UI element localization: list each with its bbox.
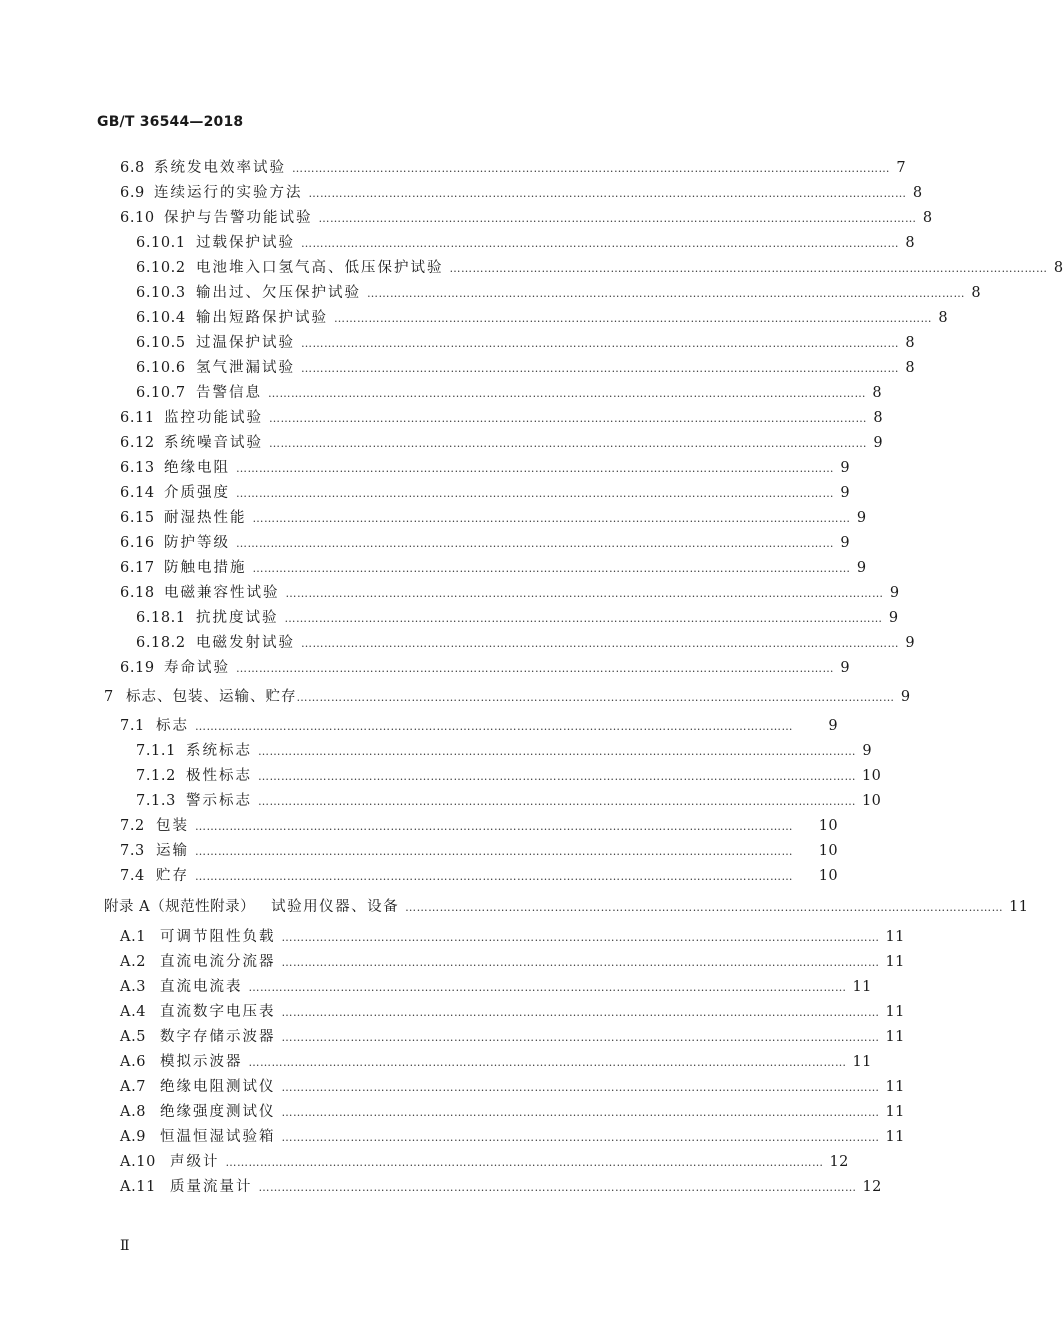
toc-entry-number: 6.10 <box>120 210 155 226</box>
toc-entry-title: 保护与告警功能试验 <box>164 210 313 226</box>
leader-dots: ………………………………………………………………………………………………………………………………………… <box>284 612 883 625</box>
toc-entry-page: 12 <box>862 1179 882 1195</box>
leader-dots: ………………………………………………………………………………………………………………………………………… <box>252 512 851 525</box>
toc-entry-number: 7.2 <box>120 818 145 834</box>
leader-dots: ………………………………………………………………………………………………………………………………………… <box>281 1006 880 1019</box>
toc-entry-page: 11 <box>852 979 872 995</box>
toc-entry-6-12[interactable] <box>120 434 883 452</box>
toc-entry-page: 11 <box>852 1054 872 1070</box>
toc-entry-page: 8 <box>938 310 948 326</box>
toc-entry-a-4[interactable] <box>120 1003 905 1021</box>
leader-dots: ………………………………………………………………………………………………………………………………………… <box>301 362 899 375</box>
toc-entry-page: 11 <box>885 1029 905 1045</box>
toc-entry-page: 9 <box>856 510 867 526</box>
toc-entry-page: 9 <box>905 635 915 651</box>
toc-entry-title: 输出过、欠压保护试验 <box>196 285 361 301</box>
toc-entry-title: 可调节阻性负载 <box>160 929 276 945</box>
toc-entry-number: 6.10.2 <box>136 260 186 276</box>
leader-dots: ………………………………………………………………………………………………………………………………………… <box>301 637 899 650</box>
toc-entry-title: 数字存储示波器 <box>160 1029 276 1045</box>
toc-entry-6-18-2[interactable] <box>136 634 915 652</box>
toc-entry-6-9[interactable] <box>120 184 923 202</box>
toc-entry-number: 6.10.5 <box>136 335 186 351</box>
toc-entry-page: 12 <box>829 1154 849 1170</box>
toc-entry-page: 8 <box>905 235 915 251</box>
toc-entry-number: 6.11 <box>120 410 155 426</box>
toc-entry-a-6[interactable] <box>120 1053 872 1071</box>
toc-entry-number: 6.17 <box>120 560 155 576</box>
leader-dots: ………………………………………………………………………………………………………………………………………… <box>269 437 867 450</box>
leader-dots: ………………………………………………………………………………………………………………………………………… <box>236 462 834 475</box>
toc-entry-6-18[interactable] <box>120 584 900 602</box>
toc-entry-number: 7.3 <box>120 843 145 859</box>
toc-entry-7-1[interactable] <box>120 717 838 735</box>
toc-entry-title: 系统标志 <box>186 743 252 759</box>
toc-entry-number: 6.10.1 <box>136 235 186 251</box>
page-folio: Ⅱ <box>120 1238 130 1254</box>
toc-entry-6-10-3[interactable] <box>136 284 981 302</box>
toc-entry-6-10-6[interactable] <box>136 359 915 377</box>
toc-entry-number: 6.18.1 <box>136 610 186 626</box>
toc-entry-a-1[interactable] <box>120 928 905 946</box>
toc-entry-title: 电磁发射试验 <box>196 635 295 651</box>
leader-dots: ………………………………………………………………………………………………………………………………………… <box>281 1031 880 1044</box>
toc-entry-number: A.4 <box>120 1004 147 1020</box>
toc-entry-page: 8 <box>872 385 882 401</box>
leader-dots: ………………………………………………………………………………………………………………………………………… <box>236 662 834 675</box>
leader-dots: ………………………………………………………………………………………………………………………………………… <box>195 845 793 858</box>
toc-entry-number: 6.10.6 <box>136 360 186 376</box>
toc-entry-title: 绝缘强度测试仪 <box>160 1104 276 1120</box>
leader-dots: ………………………………………………………………………………………………………………………………………… <box>281 956 880 969</box>
toc-entry-page: 7 <box>896 160 906 176</box>
toc-entry-title: 质量流量计 <box>170 1179 253 1195</box>
leader-dots: ………………………………………………………………………………………………………………………………………… <box>281 931 880 944</box>
toc-entry-title: 监控功能试验 <box>164 410 263 426</box>
toc-entry-title: 系统噪音试验 <box>164 435 263 451</box>
toc-entry-a-8[interactable] <box>120 1103 905 1121</box>
toc-entry-title: 防护等级 <box>164 535 230 551</box>
toc-entry-title: 标志 <box>156 718 189 734</box>
toc-entry-page: 11 <box>1009 899 1029 915</box>
toc-entry-number: 附录 A（规范性附录） <box>104 899 256 915</box>
toc-entry-title: 电池堆入口氢气高、低压保护试验 <box>196 260 444 276</box>
toc-entry-number: 7.1.3 <box>136 793 176 809</box>
leader-dots: ………………………………………………………………………………………………………………………………………… <box>195 870 793 883</box>
leader-dots: ………………………………………………………………………………………………………………………………………… <box>296 691 895 704</box>
toc-entry-page: 10 <box>862 793 882 809</box>
leader-dots: ………………………………………………………………………………………………………………………………………… <box>281 1081 880 1094</box>
toc-entry-6-19[interactable] <box>120 659 850 677</box>
toc-entry-page: 10 <box>818 843 838 859</box>
leader-dots: ………………………………………………………………………………………………………………………………………… <box>367 287 965 300</box>
leader-dots: ………………………………………………………………………………………………………………………………………… <box>269 412 867 425</box>
toc-entry-title: 模拟示波器 <box>160 1054 243 1070</box>
leader-dots: ………………………………………………………………………………………………………………………………………… <box>281 1131 880 1144</box>
toc-entry-6-10-1[interactable] <box>136 234 915 252</box>
toc-entry-title: 绝缘电阻测试仪 <box>160 1079 276 1095</box>
toc-entry-number: 7.1 <box>120 718 145 734</box>
toc-entry-page: 9 <box>840 460 850 476</box>
toc-entry-number: A.3 <box>120 979 147 995</box>
toc-entry-7-1-2[interactable] <box>136 767 882 785</box>
toc-entry-a-2[interactable] <box>120 953 905 971</box>
toc-entry-number: A.5 <box>120 1029 147 1045</box>
toc-entry-number: 6.13 <box>120 460 155 476</box>
toc-entry-6-18-1[interactable] <box>136 609 899 627</box>
toc-entry-number: 6.18 <box>120 585 155 601</box>
toc-entry-title: 绝缘电阻 <box>164 460 230 476</box>
toc-entry-6-17[interactable] <box>120 559 867 577</box>
toc-entry-page: 9 <box>840 660 850 676</box>
toc-entry-a-9[interactable] <box>120 1128 905 1146</box>
toc-entry-title: 输出短路保护试验 <box>196 310 328 326</box>
toc-entry-number: 6.12 <box>120 435 155 451</box>
toc-entry-number: A.2 <box>120 954 147 970</box>
toc-entry-title: 氢气泄漏试验 <box>196 360 295 376</box>
toc-entry-6-10-5[interactable] <box>136 334 915 352</box>
toc-entry-number: 7.4 <box>120 868 145 884</box>
leader-dots: ………………………………………………………………………………………………………………………………………… <box>236 487 834 500</box>
toc-entry-6-10-7[interactable] <box>136 384 882 402</box>
toc-entry-title: 耐湿热性能 <box>164 510 247 526</box>
toc-entry-page: 9 <box>888 610 899 626</box>
leader-dots: ………………………………………………………………………………………………………………………………………… <box>301 337 899 350</box>
leader-dots: ………………………………………………………………………………………………………………………………………… <box>195 720 793 733</box>
toc-entry-6-16[interactable] <box>120 534 850 552</box>
toc-entry-a-3[interactable] <box>120 978 872 996</box>
toc-entry-title: 直流电流表 <box>160 979 243 995</box>
toc-entry-number: 6.18.2 <box>136 635 186 651</box>
toc-entry-number: A.6 <box>120 1054 147 1070</box>
toc-entry-number: A.8 <box>120 1104 147 1120</box>
toc-entry-page: 9 <box>856 560 867 576</box>
toc-entry-number: 6.16 <box>120 535 155 551</box>
toc-entry-number: 6.8 <box>120 160 145 176</box>
leader-dots: ………………………………………………………………………………………………………………………………………… <box>301 237 899 250</box>
toc-entry-a-11[interactable] <box>120 1178 882 1196</box>
leader-dots: ………………………………………………………………………………………………………………………………………… <box>405 901 1004 914</box>
toc-entry-title: 警示标志 <box>186 793 252 809</box>
toc-entry-number: 6.10.7 <box>136 385 186 401</box>
toc-entry-page: 10 <box>818 818 838 834</box>
toc-entry-number: A.10 <box>120 1154 156 1170</box>
toc-entry-title: 声级计 <box>170 1154 220 1170</box>
toc-entry-page: 11 <box>885 1104 905 1120</box>
toc-entry-page: 8 <box>873 410 883 426</box>
toc-entry-title: 电磁兼容性试验 <box>164 585 280 601</box>
toc-entry-title: 寿命试验 <box>164 660 230 676</box>
toc-entry-page: 9 <box>840 485 850 501</box>
toc-entry-number: 7.1.2 <box>136 768 176 784</box>
toc-entry-page: 9 <box>873 435 883 451</box>
toc-entry-title: 直流电流分流器 <box>160 954 276 970</box>
leader-dots: ………………………………………………………………………………………………………………………………………… <box>195 820 793 833</box>
leader-dots: ………………………………………………………………………………………………………………………………………… <box>258 770 856 783</box>
toc-entry-page: 9 <box>889 585 900 601</box>
toc-entry-number: 6.15 <box>120 510 155 526</box>
toc-entry-title: 抗扰度试验 <box>196 610 279 626</box>
leader-dots: ………………………………………………………………………………………………………………………………………… <box>285 587 884 600</box>
toc-entry-7-2[interactable] <box>120 817 838 835</box>
toc-entry-title: 过温保护试验 <box>196 335 295 351</box>
toc-entry-title: 运输 <box>156 843 189 859</box>
toc-entry-page: 11 <box>885 1079 905 1095</box>
toc-entry-page: 11 <box>885 929 905 945</box>
toc-entry-6-8[interactable] <box>120 159 906 177</box>
toc-entry-page: 8 <box>905 360 915 376</box>
leader-dots: ………………………………………………………………………………………………………………………………………… <box>258 745 856 758</box>
toc-entry-page: 8 <box>905 335 915 351</box>
toc-entry-page: 11 <box>885 1129 905 1145</box>
toc-entry-number: A.7 <box>120 1079 147 1095</box>
toc-entry-page: 10 <box>818 868 838 884</box>
leader-dots: ………………………………………………………………………………………………………………………………………… <box>292 162 890 175</box>
toc-entry-title: 防触电措施 <box>164 560 247 576</box>
toc-entry-number: 6.10.4 <box>136 310 186 326</box>
toc-entry-title: 标志、包装、运输、贮存 <box>126 689 297 705</box>
leader-dots: ………………………………………………………………………………………………………………………………………… <box>281 1106 880 1119</box>
toc-entry-a-5[interactable] <box>120 1028 905 1046</box>
toc-entry-title: 极性标志 <box>186 768 252 784</box>
toc-entry-6-10-2[interactable] <box>136 259 1064 277</box>
toc-entry-number: 6.19 <box>120 660 155 676</box>
leader-dots: ………………………………………………………………………………………………………………………………………… <box>248 1056 847 1069</box>
leader-dots: ………………………………………………………………………………………………………………………………………… <box>258 795 856 808</box>
toc-entry-title: 过载保护试验 <box>196 235 295 251</box>
toc-entry-6-11[interactable] <box>120 409 883 427</box>
toc-entry-6-10[interactable] <box>120 209 933 227</box>
toc-entry-page: 8 <box>1053 260 1064 276</box>
toc-entry-number: 6.14 <box>120 485 155 501</box>
toc-entry-6-10-4[interactable] <box>136 309 948 327</box>
toc-entry-6-15[interactable] <box>120 509 867 527</box>
leader-dots: ………………………………………………………………………………………………………………………………………… <box>334 312 932 325</box>
leader-dots: ………………………………………………………………………………………………………………………………………… <box>268 387 866 400</box>
leader-dots: ………………………………………………………………………………………………………………………………………… <box>252 562 851 575</box>
leader-dots: ………………………………………………………………………………………………………………………………………… <box>318 212 917 225</box>
leader-dots: ………………………………………………………………………………………………………………………………………… <box>236 537 834 550</box>
toc-entry-a-7[interactable] <box>120 1078 905 1096</box>
toc-entry-7[interactable] <box>104 688 911 706</box>
toc-entry-7-1-1[interactable] <box>136 742 872 760</box>
toc-entry-number: A.11 <box>120 1179 156 1195</box>
toc-entry-page: 8 <box>922 210 933 226</box>
toc-entry-7-1-3[interactable] <box>136 792 882 810</box>
toc-entry-title: 系统发电效率试验 <box>154 160 286 176</box>
toc-entry-title: 试验用仪器、设备 <box>271 899 400 915</box>
toc-entry-page: 8 <box>971 285 981 301</box>
toc-entry-title: 直流数字电压表 <box>160 1004 276 1020</box>
toc-entry-7-4[interactable] <box>120 867 838 885</box>
toc-entry-number: 6.9 <box>120 185 145 201</box>
toc-entry-page: 9 <box>862 743 872 759</box>
toc-entry-page: 11 <box>885 954 905 970</box>
toc-entry-number: 6.10.3 <box>136 285 186 301</box>
toc-entry-number: 7.1.1 <box>136 743 176 759</box>
toc-entry-page: 9 <box>900 689 911 705</box>
toc-entry-number: 7 <box>104 689 114 705</box>
toc-entry-page: 9 <box>828 718 838 734</box>
leader-dots: ………………………………………………………………………………………………………………………………………… <box>308 187 907 200</box>
toc-entry-title: 告警信息 <box>196 385 262 401</box>
leader-dots: ………………………………………………………………………………………………………………………………………… <box>248 981 847 994</box>
toc-entry-number: A.9 <box>120 1129 147 1145</box>
toc-entry-page: 9 <box>840 535 850 551</box>
toc-entry-appendix-a[interactable] <box>104 898 1029 916</box>
toc-entry-6-13[interactable] <box>120 459 850 477</box>
toc-entry-6-14[interactable] <box>120 484 850 502</box>
leader-dots: ………………………………………………………………………………………………………………………………………… <box>225 1156 824 1169</box>
toc-entry-number: A.1 <box>120 929 147 945</box>
toc-entry-title: 介质强度 <box>164 485 230 501</box>
leader-dots: ………………………………………………………………………………………………………………………………………… <box>449 262 1048 275</box>
toc-entry-title: 连续运行的实验方法 <box>154 185 303 201</box>
toc-entry-page: 10 <box>862 768 882 784</box>
toc-entry-title: 包装 <box>156 818 189 834</box>
toc-entry-a-10[interactable] <box>120 1153 849 1171</box>
toc-entry-page: 11 <box>885 1004 905 1020</box>
toc-entry-title: 贮存 <box>156 868 189 884</box>
toc-entry-7-3[interactable] <box>120 842 838 860</box>
toc-entry-title: 恒温恒湿试验箱 <box>160 1129 276 1145</box>
toc-entry-page: 8 <box>912 185 923 201</box>
standard-code: GB/T 36544—2018 <box>97 114 244 130</box>
leader-dots: ………………………………………………………………………………………………………………………………………… <box>258 1181 857 1194</box>
